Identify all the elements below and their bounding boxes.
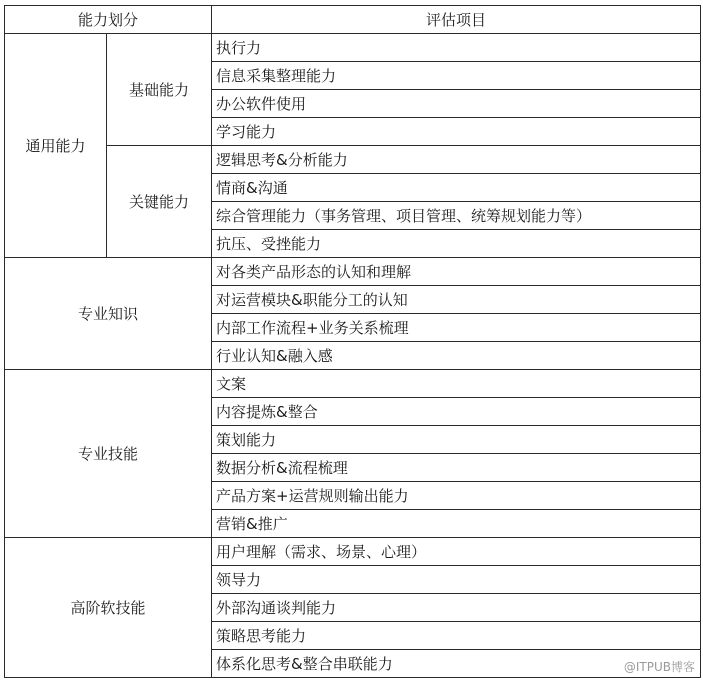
item-cell: 抗压、受挫能力 xyxy=(212,230,701,258)
item-cell: 信息采集整理能力 xyxy=(212,62,701,90)
table-row xyxy=(5,34,701,62)
item-cell: 数据分析&流程梳理 xyxy=(212,454,701,482)
table-row xyxy=(5,538,701,566)
item-cell: 逻辑思考&分析能力 xyxy=(212,146,701,174)
table-row xyxy=(5,370,701,398)
group-label-soft-skills: 高阶软技能 xyxy=(5,538,212,678)
watermark: @ITPUB博客 xyxy=(623,660,695,674)
group-label-knowledge: 专业知识 xyxy=(5,258,212,370)
subgroup-label-key: 关键能力 xyxy=(107,146,212,258)
competency-table xyxy=(4,5,701,678)
item-cell: 外部沟通谈判能力 xyxy=(212,594,701,622)
item-cell: 营销&推广 xyxy=(212,510,701,538)
header-items: 评估项目 xyxy=(212,6,701,34)
item-cell: 领导力 xyxy=(212,566,701,594)
table-row xyxy=(5,146,701,174)
group-label-skills: 专业技能 xyxy=(5,370,212,538)
subgroup-label-basic: 基础能力 xyxy=(107,34,212,146)
header-row xyxy=(5,6,701,34)
header-category: 能力划分 xyxy=(5,6,212,34)
item-cell: 执行力 xyxy=(212,34,701,62)
item-cell: 情商&沟通 xyxy=(212,174,701,202)
item-cell: 内部工作流程+业务关系梳理 xyxy=(212,314,701,342)
item-cell: 用户理解（需求、场景、心理） xyxy=(212,538,701,566)
item-cell: 学习能力 xyxy=(212,118,701,146)
item-cell: 文案 xyxy=(212,370,701,398)
table-row xyxy=(5,258,701,286)
item-cell: 行业认知&融入感 xyxy=(212,342,701,370)
competency-table-sheet xyxy=(4,5,700,677)
item-cell: 体系化思考&整合串联能力 xyxy=(212,650,701,678)
item-cell: 对运营模块&职能分工的认知 xyxy=(212,286,701,314)
item-cell: 内容提炼&整合 xyxy=(212,398,701,426)
item-cell: 策划能力 xyxy=(212,426,701,454)
item-cell: 产品方案+运营规则输出能力 xyxy=(212,482,701,510)
item-cell: 策略思考能力 xyxy=(212,622,701,650)
group-label-general: 通用能力 xyxy=(5,34,107,258)
item-cell: 办公软件使用 xyxy=(212,90,701,118)
item-cell: 对各类产品形态的认知和理解 xyxy=(212,258,701,286)
item-cell: 综合管理能力（事务管理、项目管理、统筹规划能力等） xyxy=(212,202,701,230)
